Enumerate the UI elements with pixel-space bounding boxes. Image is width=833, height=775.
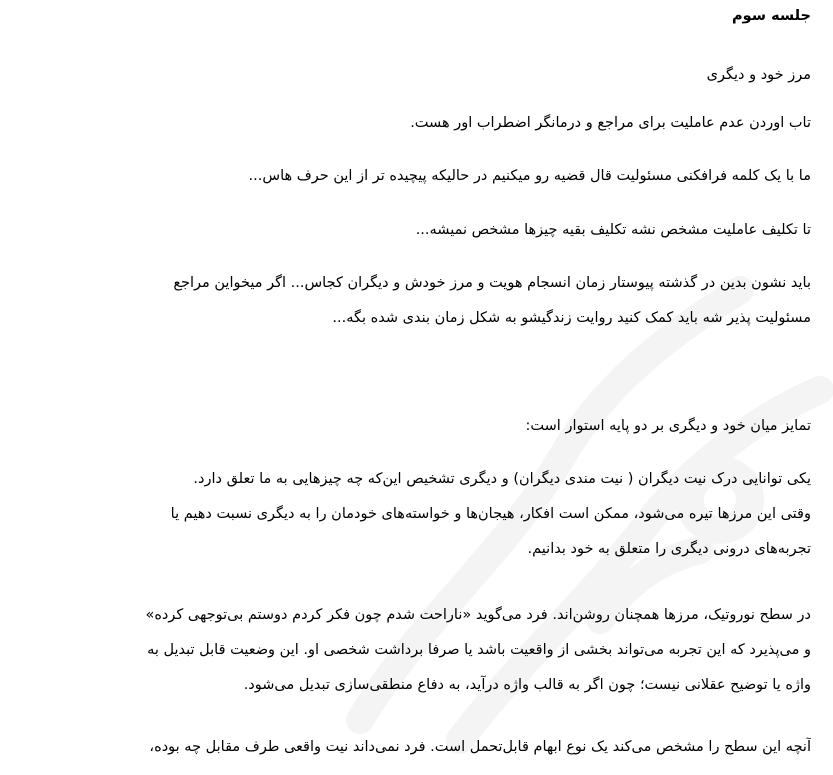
document-title: جلسه سوم — [732, 8, 811, 24]
text-line: تا تکلیف عاملیت مشخص نشه تکلیف بقیه چیزها مشخص نمیشه... — [415, 222, 811, 238]
paragraph-line: واژه یا توضیح عقلانی نیست؛ چون اگر به قالب واژه درآید، به دفاع منطقی‌سازی تبدیل می‌شود. — [243, 677, 811, 693]
paragraph — [22, 266, 811, 336]
paragraph — [22, 598, 811, 703]
text-line: مرز خود و دیگری — [706, 67, 811, 83]
paragraph-line: تجربه‌های درونی دیگری را متعلق به خود بدانیم. — [527, 541, 811, 557]
paragraph-line: تمایز میان خود و دیگری بر دو پایه استوار است: — [525, 418, 811, 434]
paragraph-line: وقتی این مرزها تیره می‌شود، ممکن است افکار، هیجان‌ها و خواسته‌های خودمان را به دیگری نسبت دهیم یا — [170, 506, 811, 522]
paragraph-line: آنچه این سطح را مشخص می‌کند یک نوع ابهام قابل‌تحمل است. فرد نمی‌داند نیت واقعی طرف مقابل چه بوده، — [149, 739, 811, 755]
paragraph — [22, 730, 811, 765]
paragraph-line: مسئولیت پذیر شه باید کمک کنید روایت زندگیشو به شکل زمان بندی شده بگه... — [332, 310, 811, 326]
paragraph-line: یکی توانایی درک نیت دیگران ( نیت مندی دیگران) و دیگری تشخیص این‌که چه چیزهایی به ما تعلق دارد. — [193, 471, 811, 487]
paragraph-line: باید نشون بدین در گذشته پیوستار زمان انسجام هویت و مرز خودش و دیگران کجاس... اگر میخواین مراجع — [173, 275, 811, 291]
paragraph-line: و می‌پذیرد که این تجربه می‌تواند بخشی از واقعیت باشد یا صرفا برداشت شخصی او. این وضعیت قابل تبدیل به — [147, 642, 811, 658]
paragraph-line: در سطح نوروتیک، مرزها همچنان روشن‌اند. فرد می‌گوید «ناراحت شدم چون فکر کردم دوستم بی‌توجهی کرده» — [145, 607, 811, 623]
paragraph — [22, 408, 811, 444]
paragraph — [22, 462, 811, 567]
text-line: ما با یک کلمه فرافکنی مسئولیت قال قضیه رو میکنیم در حالیکه پیچیده تر از این حرف هاس... — [248, 168, 811, 184]
text-line: تاب اوردن عدم عاملیت برای مراجع و درمانگر اضطراب اور هست. — [410, 115, 811, 131]
